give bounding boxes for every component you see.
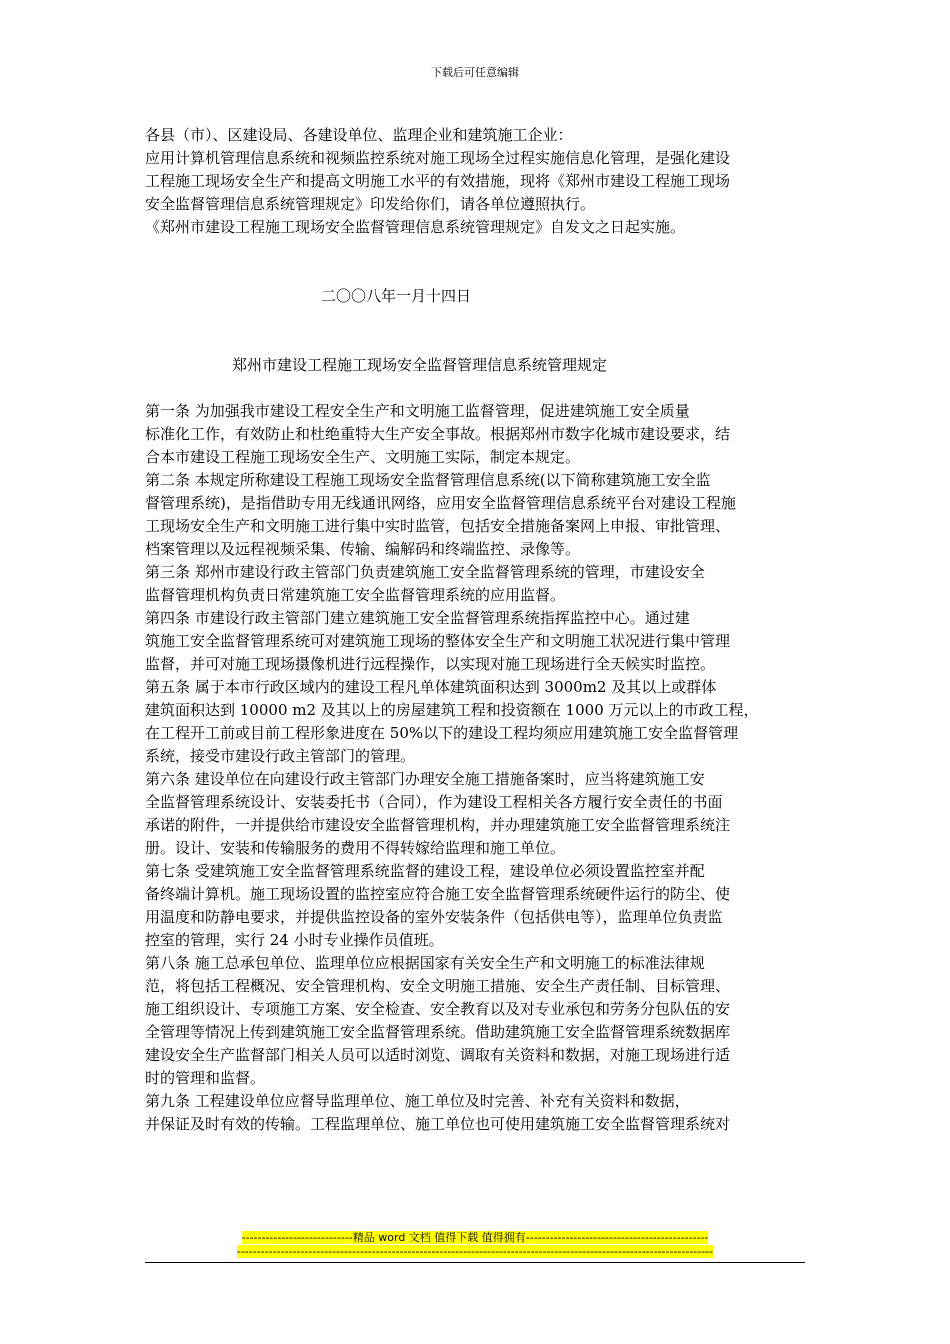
header-note: 下载后可任意编辑 — [431, 66, 519, 79]
article-line: 第七条 受建筑施工安全监督管理系统监督的建设工程，建设单位必须设置监控室并配 — [145, 862, 705, 880]
article-line: 在工程开工前或目前工程形象进度在 50%以下的建设工程均须应用建筑施工安全监督管理 — [145, 724, 739, 742]
footer-divider-dashes — [0, 1245, 950, 1259]
article-line: 第三条 郑州市建设行政主管部门负责建筑施工安全监督管理系统的管理，市建设安全 — [145, 563, 705, 581]
article-line: 第四条 市建设行政主管部门建立建筑施工安全监督管理系统指挥监控中心。通过建 — [145, 609, 690, 627]
article-line: 第一条 为加强我市建设工程安全生产和文明施工监督管理，促进建筑施工安全质量 — [145, 402, 690, 420]
footer-banner-text: ----------------------------精品 word 文档 值得下载 值得拥有---------------------------------------------- — [241, 1231, 709, 1244]
article-line: 第八条 施工总承包单位、监理单位应根据国家有关安全生产和文明施工的标准法律规 — [145, 954, 705, 972]
footer-dashes-text: ------------------------------------------------------------------------------------------------------------------------ — [236, 1245, 714, 1258]
spacer — [145, 239, 815, 285]
article-line: 系统，接受市建设行政主管部门的管理。 — [145, 747, 416, 765]
intro-line: 应用计算机管理信息系统和视频监控系统对施工现场全过程实施信息化管理，是强化建设 — [145, 149, 731, 167]
article-line: 合本市建设工程施工现场安全生产、文明施工实际，制定本规定。 — [145, 448, 581, 466]
article-line: 标准化工作，有效防止和杜绝重特大生产安全事故。根据郑州市数字化城市建设要求，结 — [145, 425, 731, 443]
article-line: 范，将包括工程概况、安全管理机构、安全文明施工措施、安全生产责任制、目标管理、 — [145, 977, 731, 995]
document-body — [145, 124, 815, 1136]
article-line: 并保证及时有效的传输。工程监理单位、施工单位也可使用建筑施工安全监督管理系统对 — [145, 1115, 731, 1133]
regulation-title: 郑州市建设工程施工现场安全监督管理信息系统管理规定 — [232, 356, 608, 374]
spacer — [145, 377, 815, 400]
article-line: 第五条 属于本市行政区域内的建设工程凡单体建筑面积达到 3000m2 及其以上或群体 — [145, 678, 717, 696]
intro-line: 安全监督管理信息系统管理规定》印发给你们，请各单位遵照执行。 — [145, 195, 596, 213]
article-line: 档案管理以及远程视频采集、传输、编解码和终端监控、录像等。 — [145, 540, 581, 558]
article-line: 建筑面积达到 10000 m2 及其以上的房屋建筑工程和投资额在 1000 万元以上的市政工程， — [145, 701, 759, 719]
article-line: 全管理等情况上传到建筑施工安全监督管理系统。借助建筑施工安全监督管理系统数据库 — [145, 1023, 731, 1041]
article-line: 监督，并可对施工现场摄像机进行远程操作，以实现对施工现场进行全天候实时监控。 — [145, 655, 716, 673]
footer-rule — [145, 1262, 805, 1263]
article-line: 工现场安全生产和文明施工进行集中实时监管，包括安全措施备案网上申报、审批管理、 — [145, 517, 731, 535]
article-line: 督管理系统)，是指借助专用无线通讯网络，应用安全监督管理信息系统平台对建设工程施 — [145, 494, 736, 512]
salutation-line: 各县（市）、区建设局、各建设单位、监理企业和建筑施工企业： — [145, 126, 573, 144]
article-line: 施工组织设计、专项施工方案、安全检查、安全教育以及对专业承包和劳务分包队伍的安 — [145, 1000, 731, 1018]
article-line: 承诺的附件，一并提供给市建设安全监督管理机构，并办理建筑施工安全监督管理系统注 — [145, 816, 731, 834]
spacer — [145, 308, 815, 354]
effective-line: 《郑州市建设工程施工现场安全监督管理信息系统管理规定》自发文之日起实施。 — [145, 218, 686, 236]
article-line: 第二条 本规定所称建设工程施工现场安全监督管理信息系统(以下简称建筑施工安全监 — [145, 471, 711, 489]
article-line: 用温度和防静电要求，并提供监控设备的室外安装条件（包括供电等），监理单位负责监 — [145, 908, 723, 926]
article-line: 全监督管理系统设计、安装委托书（合同），作为建设工程相关各方履行安全责任的书面 — [145, 793, 723, 811]
article-line: 建设安全生产监督部门相关人员可以适时浏览、调取有关资料和数据，对施工现场进行适 — [145, 1046, 731, 1064]
article-line: 册。设计、安装和传输服务的费用不得转嫁给监理和施工单位。 — [145, 839, 566, 857]
article-line: 备终端计算机。施工现场设置的监控室应符合施工安全监督管理系统硬件运行的防尘、使 — [145, 885, 731, 903]
article-line: 监督管理机构负责日常建筑施工安全监督管理系统的应用监督。 — [145, 586, 566, 604]
article-line: 控室的管理，实行 24 小时专业操作员值班。 — [145, 931, 444, 949]
article-line: 时的管理和监督。 — [145, 1069, 266, 1087]
footer-banner — [0, 1231, 950, 1245]
article-line: 第九条 工程建设单位应督导监理单位、施工单位及时完善、补充有关资料和数据， — [145, 1092, 690, 1110]
document-date: 二〇〇八年一月十四日 — [321, 287, 472, 305]
article-line: 筑施工安全监督管理系统可对建筑施工现场的整体安全生产和文明施工状况进行集中管理 — [145, 632, 731, 650]
intro-line: 工程施工现场安全生产和提高文明施工水平的有效措施，现将《郑州市建设工程施工现场 — [145, 172, 731, 190]
article-line: 第六条 建设单位在向建设行政主管部门办理安全施工措施备案时，应当将建筑施工安 — [145, 770, 705, 788]
